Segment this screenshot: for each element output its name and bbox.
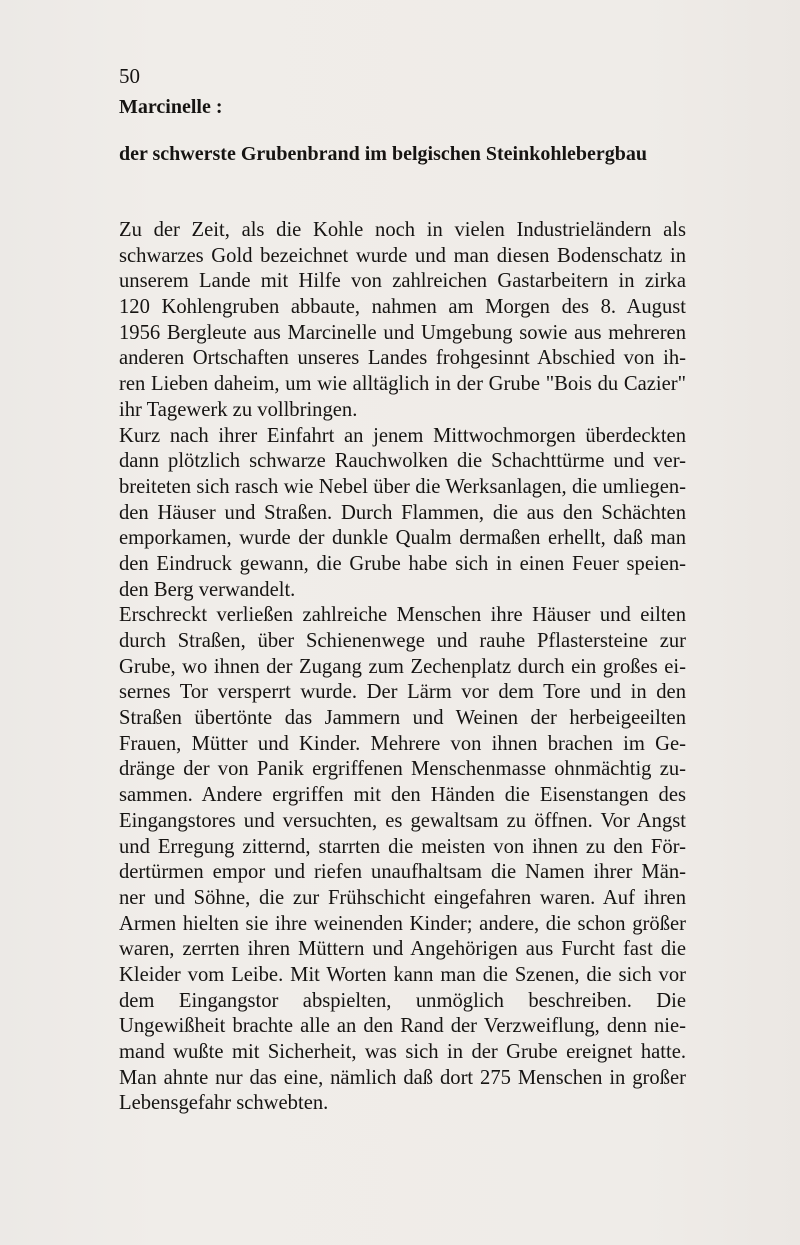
page-content (119, 62, 686, 1117)
text-line: schwarzes Gold bezeichnet wurde und man diesen Bodenschatz in (119, 244, 686, 267)
text-line: dem Eingangstor abspielten, unmöglich beschreiben. Die (119, 989, 686, 1012)
page-number: 50 (119, 64, 140, 88)
body-text (119, 218, 686, 1117)
paragraph-2 (119, 424, 686, 604)
text-line: Kleider vom Leibe. Mit Worten kann man die Szenen, die sich vor (119, 963, 686, 986)
chapter-title: Marcinelle : (119, 96, 223, 118)
text-line: Straßen übertönte das Jammern und Weinen der herbeigeeilten (119, 707, 686, 730)
text-line: dann plötzlich schwarze Rauchwolken die Schachttürme und ver- (119, 450, 686, 473)
text-line: mand wußte mit Sicherheit, was sich in der Grube ereignet hatte. (119, 1041, 686, 1063)
text-line: Frauen, Mütter und Kinder. Mehrere von ihnen brachen im Ge- (119, 732, 686, 755)
text-line: 1956 Bergleute aus Marcinelle und Umgebung sowie aus mehreren (119, 321, 686, 344)
text-line: Man ahnte nur das eine, nämlich daß dort 275 Menschen in großer (119, 1066, 686, 1089)
text-line: Eingangstores und versuchten, es gewaltsam zu öffnen. Vor Angst (119, 809, 686, 832)
text-line: Ungewißheit brachte alle an den Rand der Verzweiflung, denn nie- (119, 1015, 686, 1038)
text-line: ner und Söhne, die zur Frühschicht eingefahren waren. Auf ihren (119, 886, 686, 909)
chapter-subtitle: der schwerste Grubenbrand im belgischen Steinkohlebergbau (119, 143, 647, 165)
text-line: anderen Ortschaften unseres Landes frohgesinnt Abschied von ih- (119, 347, 686, 370)
text-line: den Häuser und Straßen. Durch Flammen, die aus den Schächten (119, 501, 686, 524)
text-line: breiteten sich rasch wie Nebel über die Werksanlagen, die umliegen- (119, 475, 686, 498)
text-line: 120 Kohlengruben abbaute, nahmen am Morgen des 8. August (119, 296, 686, 319)
paragraph-3 (119, 603, 686, 1117)
paragraph-1 (119, 218, 686, 424)
text-line: sammen. Andere ergriffen mit den Händen die Eisenstangen des (119, 784, 686, 807)
text-line: Armen hielten sie ihre weinenden Kinder; andere, die schon größer (119, 912, 686, 935)
text-line: durch Straßen, über Schienenwege und rauhe Pflastersteine zur (119, 630, 686, 652)
text-line: dertürmen empor und riefen unaufhaltsam die Namen ihrer Män- (119, 861, 686, 884)
text-line: den Berg verwandelt. (119, 578, 296, 601)
text-line: Kurz nach ihrer Einfahrt an jenem Mittwochmorgen überdeckten (119, 424, 686, 447)
text-line: dränge der von Panik ergriffenen Menschenmasse ohnmächtig zu- (119, 758, 686, 781)
text-line: Lebensgefahr schwebten. (119, 1092, 329, 1115)
text-line: unserem Lande mit Hilfe von zahlreichen Gastarbeitern in zirka (119, 270, 686, 293)
text-line: emporkamen, wurde der dunkle Qualm dermaßen erhellt, daß man (119, 527, 686, 550)
text-line: den Eindruck gewann, die Grube habe sich in einen Feuer speien- (119, 552, 686, 575)
text-line: ren Lieben daheim, um wie alltäglich in der Grube "Bois du Cazier" (119, 373, 686, 396)
text-line: Erschreckt verließen zahlreiche Menschen ihre Häuser und eilten (119, 604, 686, 627)
text-line: Zu der Zeit, als die Kohle noch in vielen Industrieländern als (119, 219, 686, 241)
text-line: ihr Tagewerk zu vollbringen. (119, 398, 358, 421)
text-line: sernes Tor versperrt wurde. Der Lärm vor dem Tore und in den (119, 681, 686, 704)
text-line: und Erregung zitternd, starrten die meisten von ihnen zu den För- (119, 835, 686, 858)
text-line: Grube, wo ihnen der Zugang zum Zechenplatz durch ein großes ei- (119, 655, 686, 678)
text-line: waren, zerrten ihren Müttern und Angehörigen aus Furcht fast die (119, 938, 686, 961)
